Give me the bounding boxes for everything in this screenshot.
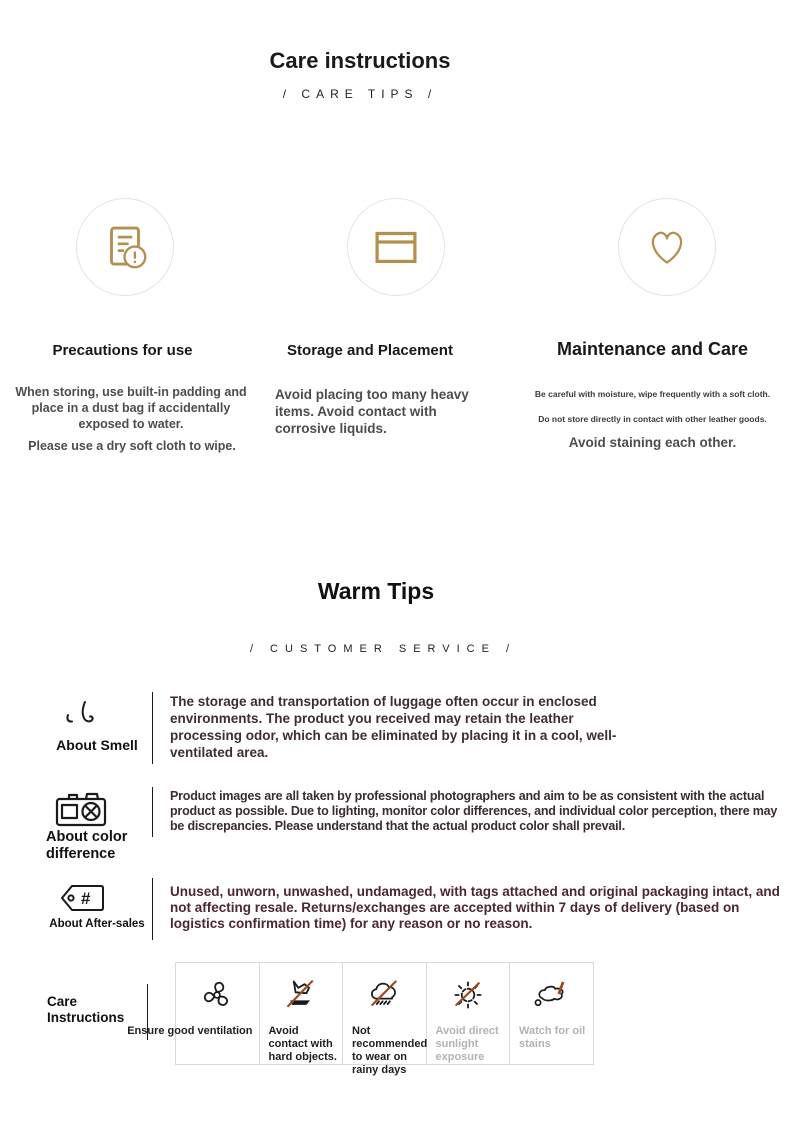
- divider: [152, 878, 153, 940]
- care-instructions-row-label: Care Instructions: [47, 994, 125, 1025]
- svg-text:#: #: [81, 889, 91, 908]
- care-box-sunlight: [427, 962, 511, 1065]
- care-icon-boxes: [127, 962, 594, 1076]
- oil-stain-icon: [532, 977, 570, 1011]
- about-after-sales-label: About After-sales: [49, 918, 145, 930]
- care-box-hard-objects: [260, 962, 344, 1065]
- about-color-difference-label: About color difference: [46, 829, 128, 862]
- care-box-label: Not recommended to wear on rainy days: [352, 1025, 428, 1076]
- storage-box-icon: [369, 220, 423, 274]
- storage-heading: Storage and Placement: [287, 342, 453, 359]
- precautions-circle: [76, 198, 174, 296]
- document-alert-icon: [98, 220, 152, 274]
- sun-slash-icon: [450, 977, 486, 1013]
- precautions-paragraph-1: When storing, use built-in padding and place in a dust bag if accidentally exposed to water.: [15, 385, 247, 431]
- heart-icon: [641, 221, 693, 273]
- warm-tips-title: Warm Tips: [317, 578, 435, 604]
- care-box-label: Ensure good ventilation: [127, 1025, 253, 1037]
- care-box-oil-stains: [510, 962, 594, 1065]
- care-box-rainy-days: [343, 962, 428, 1076]
- precautions-heading: Precautions for use: [52, 342, 193, 359]
- fan-icon: [199, 977, 235, 1013]
- maintenance-paragraph-3: Avoid staining each other.: [568, 435, 737, 450]
- precautions-paragraph-2: Please use a dry soft cloth to wipe.: [28, 439, 236, 453]
- care-box-label: Avoid direct sunlight exposure: [435, 1025, 499, 1063]
- care-title: Care instructions: [269, 48, 451, 73]
- care-box-ventilation: [127, 962, 260, 1065]
- storage-circle: [347, 198, 445, 296]
- rain-cloud-slash-icon: [366, 977, 402, 1013]
- price-tag-icon: [58, 883, 108, 913]
- care-subtitle: / CARE TIPS /: [282, 87, 438, 101]
- about-color-difference-text: Product images are all taken by professional photographers and aim to be as consistent with the actual product as possible. Due to lighting, monitor color differences, and individual color perception, there may be discrepancies. Please understand that the actual product color shall prevail.: [170, 789, 778, 833]
- maintenance-heading: Maintenance and Care: [556, 339, 749, 359]
- maintenance-circle: [618, 198, 716, 296]
- nose-icon: [58, 699, 104, 733]
- about-smell-text: The storage and transportation of luggage often occur in enclosed environments. The product you received may retain the leather processing odor, which can be eliminated by placing it in a cool, well-ventilated area.: [170, 694, 617, 760]
- camera-icon: [53, 790, 109, 828]
- about-smell-label: About Smell: [56, 737, 138, 753]
- care-box-label: Watch for oil stains: [519, 1025, 586, 1050]
- warm-tips-subtitle: / CUSTOMER SERVICE /: [249, 643, 517, 655]
- maintenance-paragraph-1: Be careful with moisture, wipe frequently with a soft cloth.: [534, 389, 771, 399]
- divider: [152, 787, 153, 837]
- divider: [152, 692, 153, 764]
- about-after-sales-text: Unused, unworn, unwashed, undamaged, with tags attached and original packaging intact, and not affecting resale. Returns/exchanges are accepted within 7 days of delivery (based on logistics confirmation time) for any reason or no reason.: [170, 884, 780, 931]
- hard-object-slash-icon: [283, 977, 319, 1013]
- care-box-label: Avoid contact with hard objects.: [268, 1025, 337, 1063]
- storage-paragraph: Avoid placing too many heavy items. Avoid contact with corrosive liquids.: [275, 387, 469, 436]
- maintenance-paragraph-2: Do not store directly in contact with other leather goods.: [538, 414, 767, 424]
